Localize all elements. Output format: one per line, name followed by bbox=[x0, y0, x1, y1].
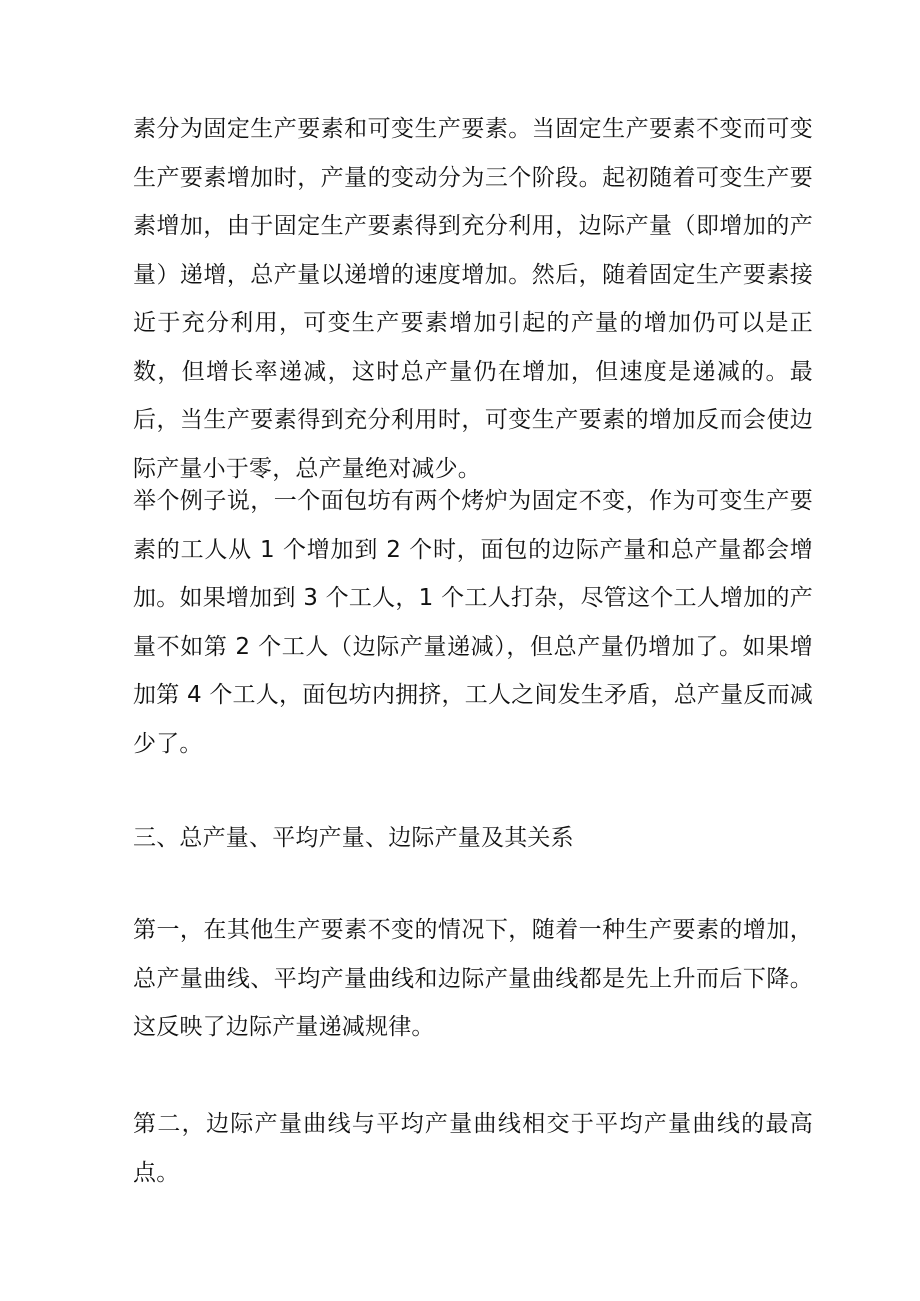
paragraph-point-two: 第二，边际产量曲线与平均产量曲线相交于平均产量曲线的最高点。 bbox=[133, 1111, 813, 1186]
paragraph-point-one: 第一，在其他生产要素不变的情况下，随着一种生产要素的增加，总产量曲线、平均产量曲线和边际产量曲线都是先上升而后下降。这反映了边际产量递减规律。 bbox=[133, 917, 813, 1040]
section-heading: 三、总产量、平均产量、边际产量及其关系 bbox=[133, 825, 574, 851]
paragraph-production-stages: 素分为固定生产要素和可变生产要素。当固定生产要素不变而可变生产要素增加时，产量的变动分为三个阶段。起初随着可变生产要素增加，由于固定生产要素得到充分利用，边际产量（即增加的产量）递增，总产量以递增的速度增加。然后，随着固定生产要素接近于充分利用，可变生产要素增加引起的产量的增加仍可以是正数，但增长率递减，这时总产量仍在增加，但速度是递减的。最后，当生产要素得到充分利用时，可变生产要素的增加反而会使边际产量小于零，总产量绝对减少。 bbox=[133, 116, 813, 482]
paragraph-bakery-example: 举个例子说，一个面包坊有两个烤炉为固定不变，作为可变生产要素的工人从 1 个增加到 2 个时，面包的边际产量和总产量都会增加。如果增加到 3 个工人，1 个工人打杂，尽管这个工人增加的产量不如第 2 个工人（边际产量递减），但总产量仍增加了。如果增加第 4 个工人，面包坊内拥挤，工人之间发生矛盾，总产量反而减少了。 bbox=[133, 488, 813, 757]
